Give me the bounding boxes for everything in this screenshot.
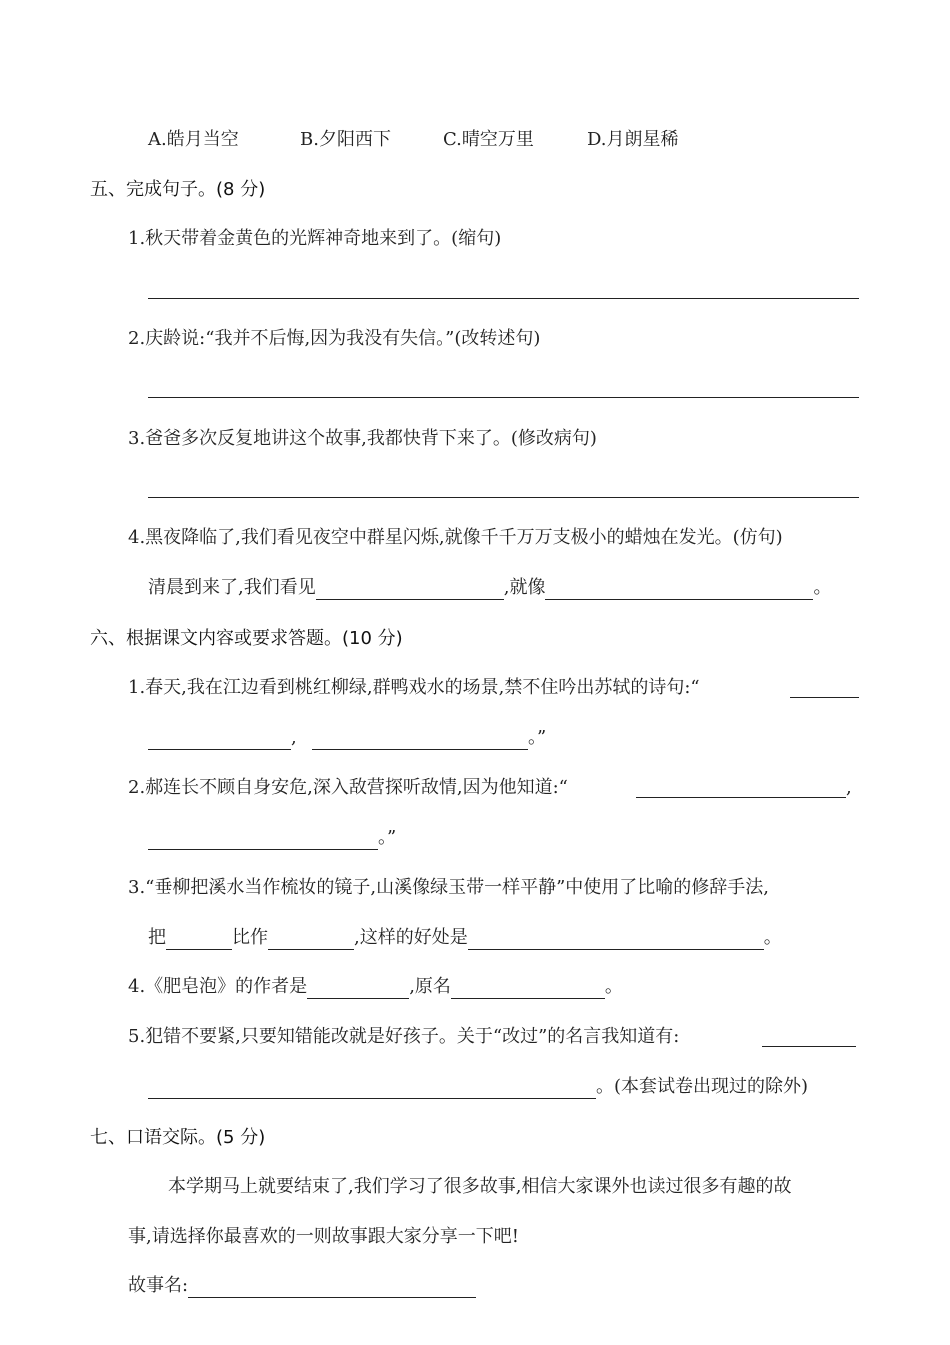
section5-q1-answer-line[interactable] [148,298,859,299]
option-d: D.月朗星稀 [587,129,679,150]
section5-title: 五、完成句子。(8 分) [90,179,266,200]
q3-blank-1[interactable] [166,929,232,950]
section6-q3-fill-row [148,926,782,950]
q4-original-name-blank[interactable] [451,978,605,999]
section7-title: 七、口语交际。(5 分) [90,1127,266,1148]
section7-paragraph-line2: 事,请选择你最喜欢的一则故事跟大家分享一下吧! [128,1226,519,1247]
section6-q1-blank-a[interactable] [790,697,859,698]
section7-paragraph-line1: 本学期马上就要结束了,我们学习了很多故事,相信大家课外也读过很多有趣的故 [168,1176,792,1197]
section6-q2-second-row [148,826,396,850]
q3-end: 。 [763,927,782,948]
section6-q3: 3.“垂柳把溪水当作梳妆的镜子,山溪像绿玉带一样平静”中使用了比喻的修辞手法, [128,877,770,898]
section6-q5: 5.犯错不要紧,只要知错能改就是好孩子。关于“改过”的名言我知道有: [128,1026,680,1047]
section6-q1-second-row [148,726,546,750]
q5-blank-b[interactable] [148,1078,596,1099]
section6-q2: 2.郝连长不顾自身安危,深入敌营探听敌情,因为他知道:“ [128,777,568,798]
option-b: B.夕阳西下 [300,129,391,150]
section6-q5-blank-a[interactable] [762,1046,856,1047]
q3-blank-3[interactable] [468,929,764,950]
section6-title: 六、根据课文内容或要求答题。(10 分) [90,628,403,649]
section5-q4-fill-row [148,576,831,600]
q1-end: 。” [528,727,547,748]
q4-mid: ,原名 [409,976,451,997]
q4-blank-2[interactable] [545,579,813,600]
q4-blank-1[interactable] [316,579,504,600]
q4-end: 。 [604,976,623,997]
q5-end: 。(本套试卷出现过的除外) [596,1076,809,1097]
q4-end-text: 。 [813,577,832,598]
q1-comma: , [291,727,297,748]
q1-blank-c[interactable] [312,729,528,750]
q1-blank-b[interactable] [148,729,291,750]
section5-q3-answer-line[interactable] [148,497,859,498]
section5-q2: 2.庆龄说:“我并不后悔,因为我没有失信。”(改转述句) [128,328,541,349]
section5-q2-answer-line[interactable] [148,397,859,398]
section5-q4: 4.黑夜降临了,我们看见夜空中群星闪烁,就像千千万万支极小的蜡烛在发光。(仿句) [128,527,783,548]
section6-q1: 1.春天,我在江边看到桃红柳绿,群鸭戏水的场景,禁不住吟出苏轼的诗句:“ [128,677,700,698]
q3-mid: ,这样的好处是 [354,927,468,948]
q3-bizuo: 比作 [232,927,268,948]
q4-prefix: 4.《肥皂泡》的作者是 [128,976,308,997]
q2-blank-b[interactable] [148,829,378,850]
q3-ba: 把 [148,927,166,948]
option-a: A.皓月当空 [148,129,239,150]
section5-q3: 3.爸爸多次反复地讲这个故事,我都快背下来了。(修改病句) [128,428,597,449]
q3-blank-2[interactable] [268,929,354,950]
q4-mid-text: ,就像 [503,577,546,598]
q4-author-blank[interactable] [307,978,409,999]
section6-q4 [128,975,623,999]
story-name-label: 故事名: [128,1275,189,1296]
section5-q1: 1.秋天带着金黄色的光辉神奇地来到了。(缩句) [128,228,502,249]
option-c: C.晴空万里 [443,129,534,150]
story-name-row [128,1274,476,1298]
q4-prefix-text: 清晨到来了,我们看见 [148,577,316,598]
section6-q2-blank-a[interactable] [636,797,846,798]
q2-end: 。” [378,827,397,848]
section6-q5-second-row [148,1075,808,1099]
story-name-blank[interactable] [188,1277,476,1298]
section6-q2-comma: , [846,777,852,798]
